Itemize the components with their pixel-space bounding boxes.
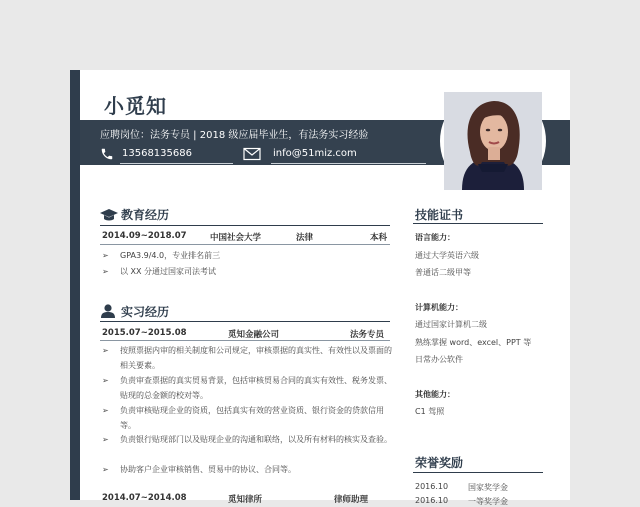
honors-section-title: 荣誉奖励 [415, 456, 464, 470]
education-school: 中国社会大学 [210, 233, 262, 243]
person-icon [100, 303, 116, 322]
skill-item: C1 驾照 [415, 407, 445, 416]
honor-date: 2016.10 [415, 496, 449, 505]
job2-role: 律师助理 [334, 495, 369, 505]
honor-date: 2016.10 [415, 482, 449, 491]
honor-name: 一等奖学金 [468, 497, 508, 506]
profile-photo [444, 92, 542, 190]
education-divider [100, 225, 390, 226]
education-row-divider [100, 244, 390, 245]
left-accent-bar [70, 70, 80, 500]
job-position: 应聘岗位：法务专员 | 2018 级应届毕业生，有法务实习经验 [100, 130, 369, 141]
skills-divider [413, 223, 543, 224]
education-degree: 本科 [370, 233, 388, 243]
honors-divider [413, 472, 543, 473]
list-item: ➢ 以 XX 分通过国家司法考试 [102, 267, 217, 276]
graduation-cap-icon [100, 207, 118, 226]
skill-item: 通过国家计算机二级 [415, 320, 487, 329]
education-major: 法律 [296, 233, 314, 243]
email-contact [243, 146, 428, 162]
job1-company: 觅知金融公司 [228, 330, 280, 340]
honor-name: 国家奖学金 [468, 483, 508, 492]
email-address: info@51miz.com [273, 148, 357, 159]
skill-item: 熟练掌握 word、excel、PPT 等 [415, 338, 532, 347]
list-item: ➢ GPA3.9/4.0，专业排名前三 [102, 251, 221, 260]
phone-icon [100, 147, 114, 164]
list-item: ➢ 按照票据内审的相关制度和公司规定，审核票据的真实性、有效性以及票面的相关要素。 [102, 346, 392, 370]
mail-icon [243, 147, 261, 164]
internship-divider [100, 321, 390, 322]
skills-section-title: 技能证书 [415, 208, 464, 222]
job1-role: 法务专员 [350, 330, 385, 340]
other-skill-label: 其他能力： [415, 390, 455, 399]
language-skill-label: 语言能力： [415, 233, 455, 242]
education-section-title: 教育经历 [121, 208, 170, 222]
job1-row-divider [100, 340, 390, 341]
skill-item: 通过大学英语六级 [415, 251, 479, 260]
education-period: 2014.09~2018.07 [102, 231, 187, 241]
job2-period: 2014.07~2014.08 [102, 493, 187, 503]
list-item: ➢ 协助客户企业审核销售、贸易中的协议、合同等。 [102, 465, 296, 474]
resume-name: 小觅知 [104, 94, 167, 118]
list-item: ➢ 负责审核贴现企业的资质，包括真实有效的营业资质、银行资金的贷款信用等。 [102, 406, 384, 430]
skill-item: 日常办公软件 [415, 355, 463, 364]
profile-photo-frame [440, 88, 546, 194]
computer-skill-label: 计算机能力： [415, 303, 463, 312]
phone-contact [100, 146, 235, 162]
internship-section-title: 实习经历 [121, 305, 170, 319]
skill-item: 普通话二级甲等 [415, 268, 471, 277]
phone-number: 13568135686 [122, 148, 192, 159]
email-underline [271, 163, 426, 164]
list-item: ➢ 负责银行贴现部门以及贴现企业的沟通和联络，以及所有材料的核实及查验。 [102, 435, 392, 444]
job1-period: 2015.07~2015.08 [102, 328, 187, 338]
list-item: ➢ 负责审查票据的真实贸易背景，包括审核贸易合同的真实有效性、税务发票、贴现的总金额的校对等。 [102, 376, 392, 400]
phone-underline [120, 163, 233, 164]
job2-company: 觅知律所 [228, 495, 263, 505]
